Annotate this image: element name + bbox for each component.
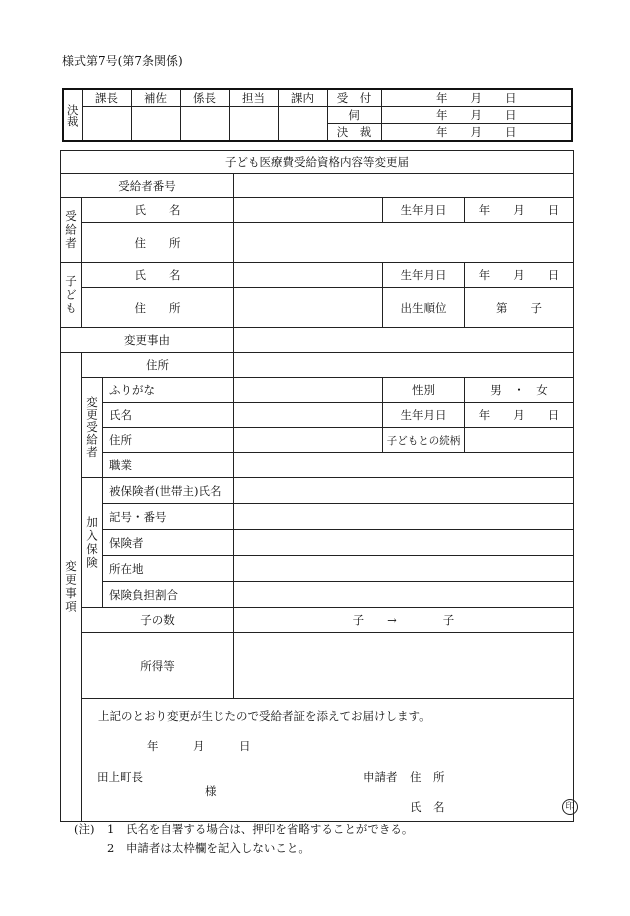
income-field[interactable] [234, 633, 574, 699]
approval-table [62, 88, 573, 142]
declaration-block [82, 699, 574, 822]
seal-mark[interactable] [562, 798, 578, 815]
occupation-label: 職業 [103, 453, 234, 478]
approval-stamp-kacho[interactable] [82, 107, 131, 142]
income-label: 所得等 [82, 633, 234, 699]
insurer-label: 保険者 [103, 530, 234, 556]
addressee-honorific: 様 [205, 784, 217, 798]
form-title: 子ども医療費受給資格内容等変更届 [61, 151, 574, 174]
addressee: 田上町長 [97, 770, 143, 784]
approval-row-ukagai-label: 伺 [327, 107, 381, 124]
relationship-label: 子どもとの続柄 [383, 428, 465, 453]
burden-ratio-label: 保険負担割合 [103, 582, 234, 608]
child-birth-order-field[interactable]: 第 子 [465, 288, 574, 328]
child-group-label: 子ども [61, 263, 82, 328]
recipient-address-field[interactable] [234, 223, 574, 263]
furigana-field[interactable] [234, 378, 383, 403]
child-name-label: 氏 名 [82, 263, 234, 288]
note-2: 2 申請者は太枠欄を記入しないこと。 [107, 841, 310, 855]
child-address-label: 住 所 [82, 288, 234, 328]
symbol-number-field[interactable] [234, 504, 574, 530]
children-count-field[interactable]: 子 → 子 [234, 608, 574, 633]
recipient-name-field[interactable] [234, 198, 383, 223]
approval-col-tanto: 担当 [229, 89, 278, 107]
new-recipient-birthdate-field[interactable]: 年 月 日 [465, 403, 574, 428]
approval-stamp-kanai[interactable] [278, 107, 327, 142]
recipient-name-label: 氏 名 [82, 198, 234, 223]
note-1: 1 氏名を自署する場合は、押印を省略することができる。 [107, 822, 414, 836]
insurance-group-label: 加入保険 [82, 478, 103, 608]
changes-address-field[interactable] [234, 353, 574, 378]
recipient-address-label: 住 所 [82, 223, 234, 263]
recipient-number-label: 受給者番号 [61, 174, 234, 198]
recipient-number-field[interactable] [234, 174, 574, 198]
gender-label: 性別 [383, 378, 465, 403]
child-birth-order-label: 出生順位 [383, 288, 465, 328]
approval-col-kakaricho: 係長 [180, 89, 229, 107]
new-recipient-name-label: 氏名 [103, 403, 234, 428]
approval-stamp-hosa[interactable] [131, 107, 180, 142]
insured-name-field[interactable] [234, 478, 574, 504]
child-address-field[interactable] [234, 288, 383, 328]
approval-col-kacho: 課長 [82, 89, 131, 107]
burden-ratio-field[interactable] [234, 582, 574, 608]
recipient-birthdate-label: 生年月日 [383, 198, 465, 223]
changes-address-label: 住所 [82, 353, 234, 378]
occupation-field[interactable] [234, 453, 574, 478]
approval-stamp-tanto[interactable] [229, 107, 278, 142]
approval-col-hosa: 補佐 [131, 89, 180, 107]
approval-row-uketsuke-date[interactable]: 年 月 日 [381, 89, 572, 107]
insured-name-label: 被保険者(世帯主)氏名 [103, 478, 234, 504]
notes-label: (注) [74, 822, 95, 836]
child-birthdate-label: 生年月日 [383, 263, 465, 288]
approval-row-kessai-label: 決 裁 [327, 124, 381, 142]
children-count-label: 子の数 [82, 608, 234, 633]
applicant-label: 申請者 [363, 770, 398, 784]
seal-icon: 印 [562, 799, 578, 815]
change-reason-field[interactable] [234, 328, 574, 353]
new-recipient-address-label: 住所 [103, 428, 234, 453]
insurer-field[interactable] [234, 530, 574, 556]
recipient-birthdate-field[interactable]: 年 月 日 [465, 198, 574, 223]
applicant-address-label: 住 所 [410, 770, 445, 784]
change-reason-label: 変更事由 [61, 328, 234, 353]
approval-col-kanai: 課内 [278, 89, 327, 107]
new-recipient-birthdate-label: 生年月日 [383, 403, 465, 428]
applicant-name-label: 氏 名 [410, 800, 445, 814]
approval-stamp-kakaricho[interactable] [180, 107, 229, 142]
declaration-text: 上記のとおり変更が生じたので受給者証を添えてお届けします。 [98, 709, 431, 723]
approval-row-uketsuke-label: 受 付 [327, 89, 381, 107]
new-recipient-address-field[interactable] [234, 428, 383, 453]
child-birthdate-field[interactable]: 年 月 日 [465, 263, 574, 288]
recipient-change-group-label: 変更受給者 [82, 378, 103, 478]
form-number: 様式第7号(第7条関係) [62, 54, 183, 68]
symbol-number-label: 記号・番号 [103, 504, 234, 530]
approval-row-kessai-date[interactable]: 年 月 日 [381, 124, 572, 142]
gender-field[interactable]: 男 ・ 女 [465, 378, 574, 403]
approval-row-ukagai-date[interactable]: 年 月 日 [381, 107, 572, 124]
relationship-field[interactable] [465, 428, 574, 453]
main-form-table [60, 150, 574, 822]
changes-group-label: 変更事項 [61, 353, 82, 822]
insurer-location-label: 所在地 [103, 556, 234, 582]
furigana-label: ふりがな [103, 378, 234, 403]
approval-side-label: 決裁 [63, 89, 82, 141]
declaration-date[interactable]: 年 月 日 [147, 739, 251, 753]
recipient-group-label: 受給者 [61, 198, 82, 263]
child-name-field[interactable] [234, 263, 383, 288]
new-recipient-name-field[interactable] [234, 403, 383, 428]
insurer-location-field[interactable] [234, 556, 574, 582]
